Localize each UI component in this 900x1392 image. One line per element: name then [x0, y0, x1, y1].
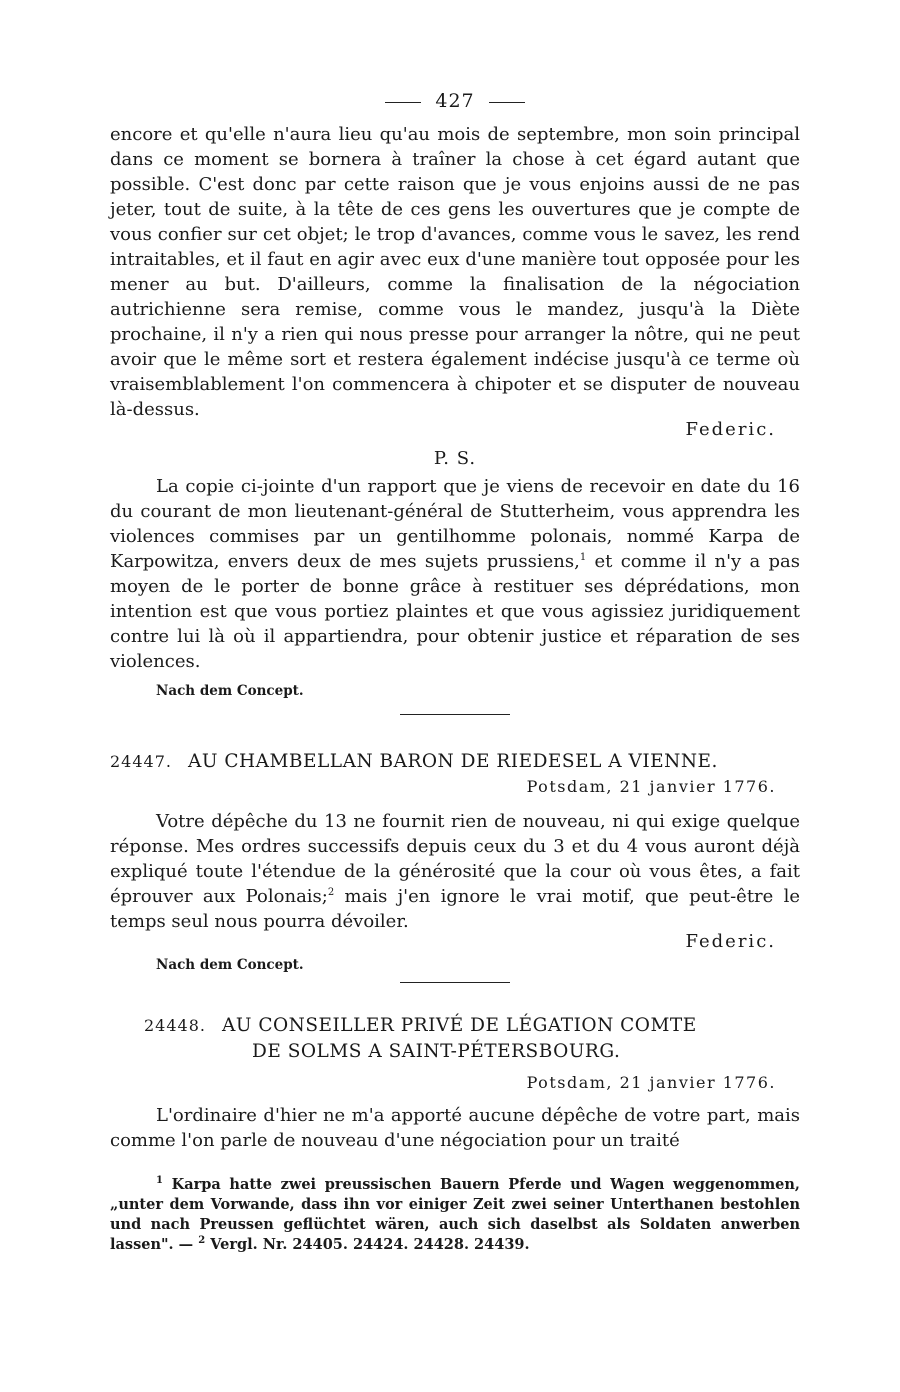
header-rule-left — [385, 102, 421, 103]
footnote-text-2: Vergl. Nr. 24405. 24424. 24428. 24439. — [210, 1236, 530, 1253]
letter-dateline: Potsdam, 21 janvier 1776. — [526, 1073, 776, 1092]
letter-text-part1: Votre dépêche du 13 ne fournit rien de nouveau, ni qui exige quelque réponse. Mes ordres successifs depuis ceux du 3 et du 4 vous auront déjà expliqué toute l'étendue de la générosité que la cour où vous êtes, a fait éprouver aux Polonais; — [110, 811, 800, 907]
letter-dateline: Potsdam, 21 janvier 1776. — [526, 777, 776, 796]
letter-text-part2: mais j'en ignore le vrai motif, que peut-être le temps seul nous pourra dévoiler. — [110, 886, 801, 932]
page — [110, 86, 800, 1255]
page-header — [110, 86, 800, 122]
postscript-paragraph — [110, 474, 800, 674]
footnote-text-1: Karpa hatte zwei preussischen Bauern Pferde und Wagen weggenommen, „unter dem Vorwande, dass ihn vor einiger Zeit zwei seiner Unterthanen bestohlen und nach Preussen geflüchtet wären, auch sich daselbst als Soldaten anwerben lassen". — — [110, 1176, 800, 1253]
section-divider — [400, 982, 510, 983]
footnote-ref-2: 2 — [327, 887, 335, 898]
letter-title: AU CHAMBELLAN BARON DE RIEDESEL A VIENNE. — [187, 751, 718, 772]
letter-heading — [110, 1013, 800, 1039]
footnote-mark-1: 1 — [156, 1175, 163, 1187]
footnote-ref-1: 1 — [579, 552, 587, 563]
letter-title-line1: AU CONSEILLER PRIVÉ DE LÉGATION COMTE — [221, 1015, 697, 1036]
page-number: 427 — [435, 90, 475, 112]
letter-paragraph: L'ordinaire d'hier ne m'a apporté aucune dépêche de votre part, mais comme l'on parle de nouveau d'une négociation pour un traité — [110, 1105, 800, 1151]
signature: Federic. — [685, 419, 776, 440]
footnote — [110, 1175, 800, 1255]
header-rule-right — [489, 102, 525, 103]
letter-number: 24447. — [110, 752, 172, 771]
section-divider — [400, 714, 510, 715]
postscript-heading: P. S. — [433, 448, 477, 469]
footnotes — [110, 1175, 800, 1255]
letter-paragraph — [110, 809, 800, 934]
postscript-text-part1: La copie ci-jointe d'un rapport que je viens de recevoir en date du 16 du courant de mon lieutenant-général de Stutterheim, vous apprendra les violences commises par un gentilhomme polonais, nommé Karpa de Karpowitza, envers deux de mes sujets prussiens, — [110, 476, 800, 572]
source-note: Nach dem Concept. — [156, 957, 304, 973]
continuation-paragraph: encore et qu'elle n'aura lieu qu'au mois de septembre, mon soin principal dans ce moment se bornera à traîner la chose à cet égard autant que possible. C'est donc par cette raison que je vous enjoins aussi de ne pas jeter, tout de suite, à la tête de ces gens les ouvertures que je compte de vous confier sur cet objet; le trop d'avances, comme vous le savez, les rend intraitables, et il faut en agir avec eux d'une manière tout opposée pour les mener au but. D'ailleurs, comme la finalisation de la négociation autrichienne sera remise, comme vous le mandez, jusqu'à la Diète prochaine, il n'y a rien qui nous presse pour arranger la nôtre, qui ne peut avoir que le même sort et restera également indécise jusqu'à ce terme où vraisemblablement l'on commencera à chipoter et se disputer de nouveau là-dessus. — [110, 124, 800, 420]
signature: Federic. — [685, 931, 776, 952]
letter-title-line2: DE SOLMS A SAINT-PÉTERSBOURG. — [252, 1041, 621, 1062]
postscript-text-part2: et comme il n'y a pas moyen de le porter de bonne grâce à restituer ses déprédations, mon intention est que vous portiez plaintes et que vous agissiez juridiquement contre lui là où il appartiendra, pour obtenir justice et réparation de ses violences. — [110, 551, 800, 672]
letter-heading — [110, 749, 800, 775]
source-note: Nach dem Concept. — [156, 683, 304, 699]
footnote-mark-2: 2 — [198, 1235, 206, 1247]
letter-number: 24448. — [144, 1016, 206, 1035]
